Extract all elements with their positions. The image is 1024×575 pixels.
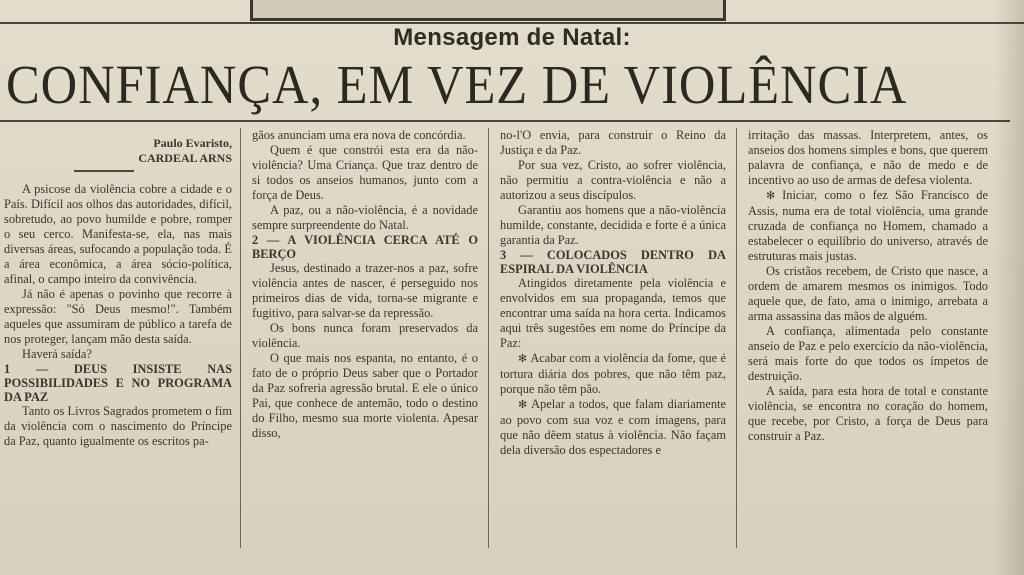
paragraph-text: Apelar a todos, que falam diariamente ao povo com sua voz e com imagens, para que não dêem status à violência. Não façam dela diversão dos espectadores e: [500, 397, 726, 457]
byline: [4, 136, 232, 166]
page-edge-shadow: [994, 0, 1024, 575]
paragraph: A psicose da violência cobre a cidade e o País. Difícil aos olhos das autoridades, difícil, sobretudo, ao povo humilde e pobre, romper o seu cerco. Manifesta-se, ela, nas mais diversas áreas, sufocando a população toda. É a área econômica, a área sócio-política, afinal, o campo inteiro da convivência.: [4, 182, 232, 286]
byline-author: Paulo Evaristo,: [153, 136, 232, 150]
column-4: [748, 128, 988, 444]
paragraph: no-l'O envia, para construir o Reino da Justiça e da Paz.: [500, 128, 726, 157]
column-divider: [736, 128, 737, 548]
section-heading-3: 3 — COLOCADOS DENTRO DA ESPIRAL DA VIOLÊNCIA: [500, 248, 726, 276]
kicker: Mensagem de Natal:: [393, 24, 631, 51]
asterisk-icon: ✻: [518, 353, 531, 365]
byline-title: CARDEAL ARNS: [138, 151, 232, 165]
paragraph-text: Iniciar, como o fez São Francisco de Assis, numa era de total violência, uma grande cruzada de confiança no Homem, chamado a estabelecer o equilíbrio do universo, através de estruturas mais justas.: [748, 188, 988, 263]
paragraph: [500, 397, 726, 458]
paragraph: gãos anunciam uma era nova de concórdia.: [252, 128, 466, 142]
asterisk-icon: ✻: [518, 399, 532, 411]
paragraph: O que mais nos espanta, no entanto, é o fato de o próprio Deus saber que o Portador da Paz sofreria agressão brutal. E ele o único Pai, que conhece de antemão, todo o destino do Filho, mesmo sua morte violenta. Apesar disso,: [252, 351, 478, 440]
paragraph: Já não é apenas o povinho que recorre à expressão: "Só Deus mesmo!". Também aqueles que assumiram de público a tarefa de nos proteger, lançam mão desta saída.: [4, 287, 232, 346]
column-3: [500, 128, 726, 458]
paragraph: [500, 351, 726, 397]
paragraph: [748, 188, 988, 264]
headline-rule: [0, 120, 1010, 122]
paragraph: Haverá saída?: [22, 347, 92, 361]
paragraph: A confiança, alimentada pelo constante anseio de Paz e pelo exercício da não-violência, será mais forte do que todos os ímpetos de destruição.: [748, 324, 988, 383]
paragraph: Garantiu aos homens que a não-violência humilde, constante, decidida e forte é a única garantia da Paz.: [500, 203, 726, 247]
headline: CONFIANÇA, EM VEZ DE VIOLÊNCIA: [6, 54, 908, 115]
section-heading-1: 1 — DEUS INSISTE NAS POSSIBILIDADES E NO PROGRAMA DA PAZ: [4, 362, 232, 404]
paragraph: Por sua vez, Cristo, ao sofrer violência, não permitiu a contra-violência e não a autorizou a seus discípulos.: [500, 158, 726, 202]
column-1: [4, 128, 232, 449]
paragraph-text: Acabar com a violência da fome, que é tortura diária dos pobres, que não têm paz, porque não têm pão.: [500, 351, 727, 396]
top-frame-box: [250, 0, 726, 21]
paragraph: Quem é que constrói esta era da não-violência? Uma Criança. Que traz dentro de si todos os anseios humanos, junto com a força de Deus.: [252, 143, 478, 202]
paragraph: Tanto os Livros Sagrados prometem o fim da violência com o nascimento do Príncipe da Paz, quanto igualmente os escritos pa-: [4, 404, 232, 448]
column-2: [252, 128, 478, 441]
paragraph: irritação das massas. Interpretem, antes, os anseios dos homens simples e bons, que querem palavra de confiança, e não de medo e de incentivo ao uso de armas de defesa violenta.: [748, 128, 988, 187]
paragraph: Os cristãos recebem, de Cristo que nasce, a ordem de amarem mesmos os inimigos. Todo aquele que, de fato, ama o inimigo, arrebata a arma assassina das mãos de alguém.: [748, 264, 988, 323]
paragraph: Jesus, destinado a trazer-nos a paz, sofre violência antes de nascer, é perseguido nos primeiros dias de vida, torna-se migrante e fugitivo, para salvar-se da repressão.: [252, 261, 478, 320]
paragraph: Os bons nunca foram preservados da violência.: [252, 321, 478, 350]
byline-rule: [74, 170, 134, 172]
column-divider: [240, 128, 241, 548]
paragraph: A paz, ou a não-violência, é a novidade sempre surpreendente do Natal.: [252, 203, 478, 232]
paragraph: Atingidos diretamente pela violência e envolvidos em sua propaganda, temos que encontrar uma saída na hora certa. Indicamos aqui três sugestões em nome do Príncipe da Paz:: [500, 276, 726, 350]
asterisk-icon: ✻: [766, 190, 783, 202]
section-heading-2: 2 — A VIOLÊNCIA CERCA ATÉ O BERÇO: [252, 233, 478, 261]
paragraph: A saída, para esta hora de total e constante violência, se encontra no coração do homem, que recebe, por Cristo, a força de Deus para construir a Paz.: [748, 384, 988, 443]
column-divider: [488, 128, 489, 548]
